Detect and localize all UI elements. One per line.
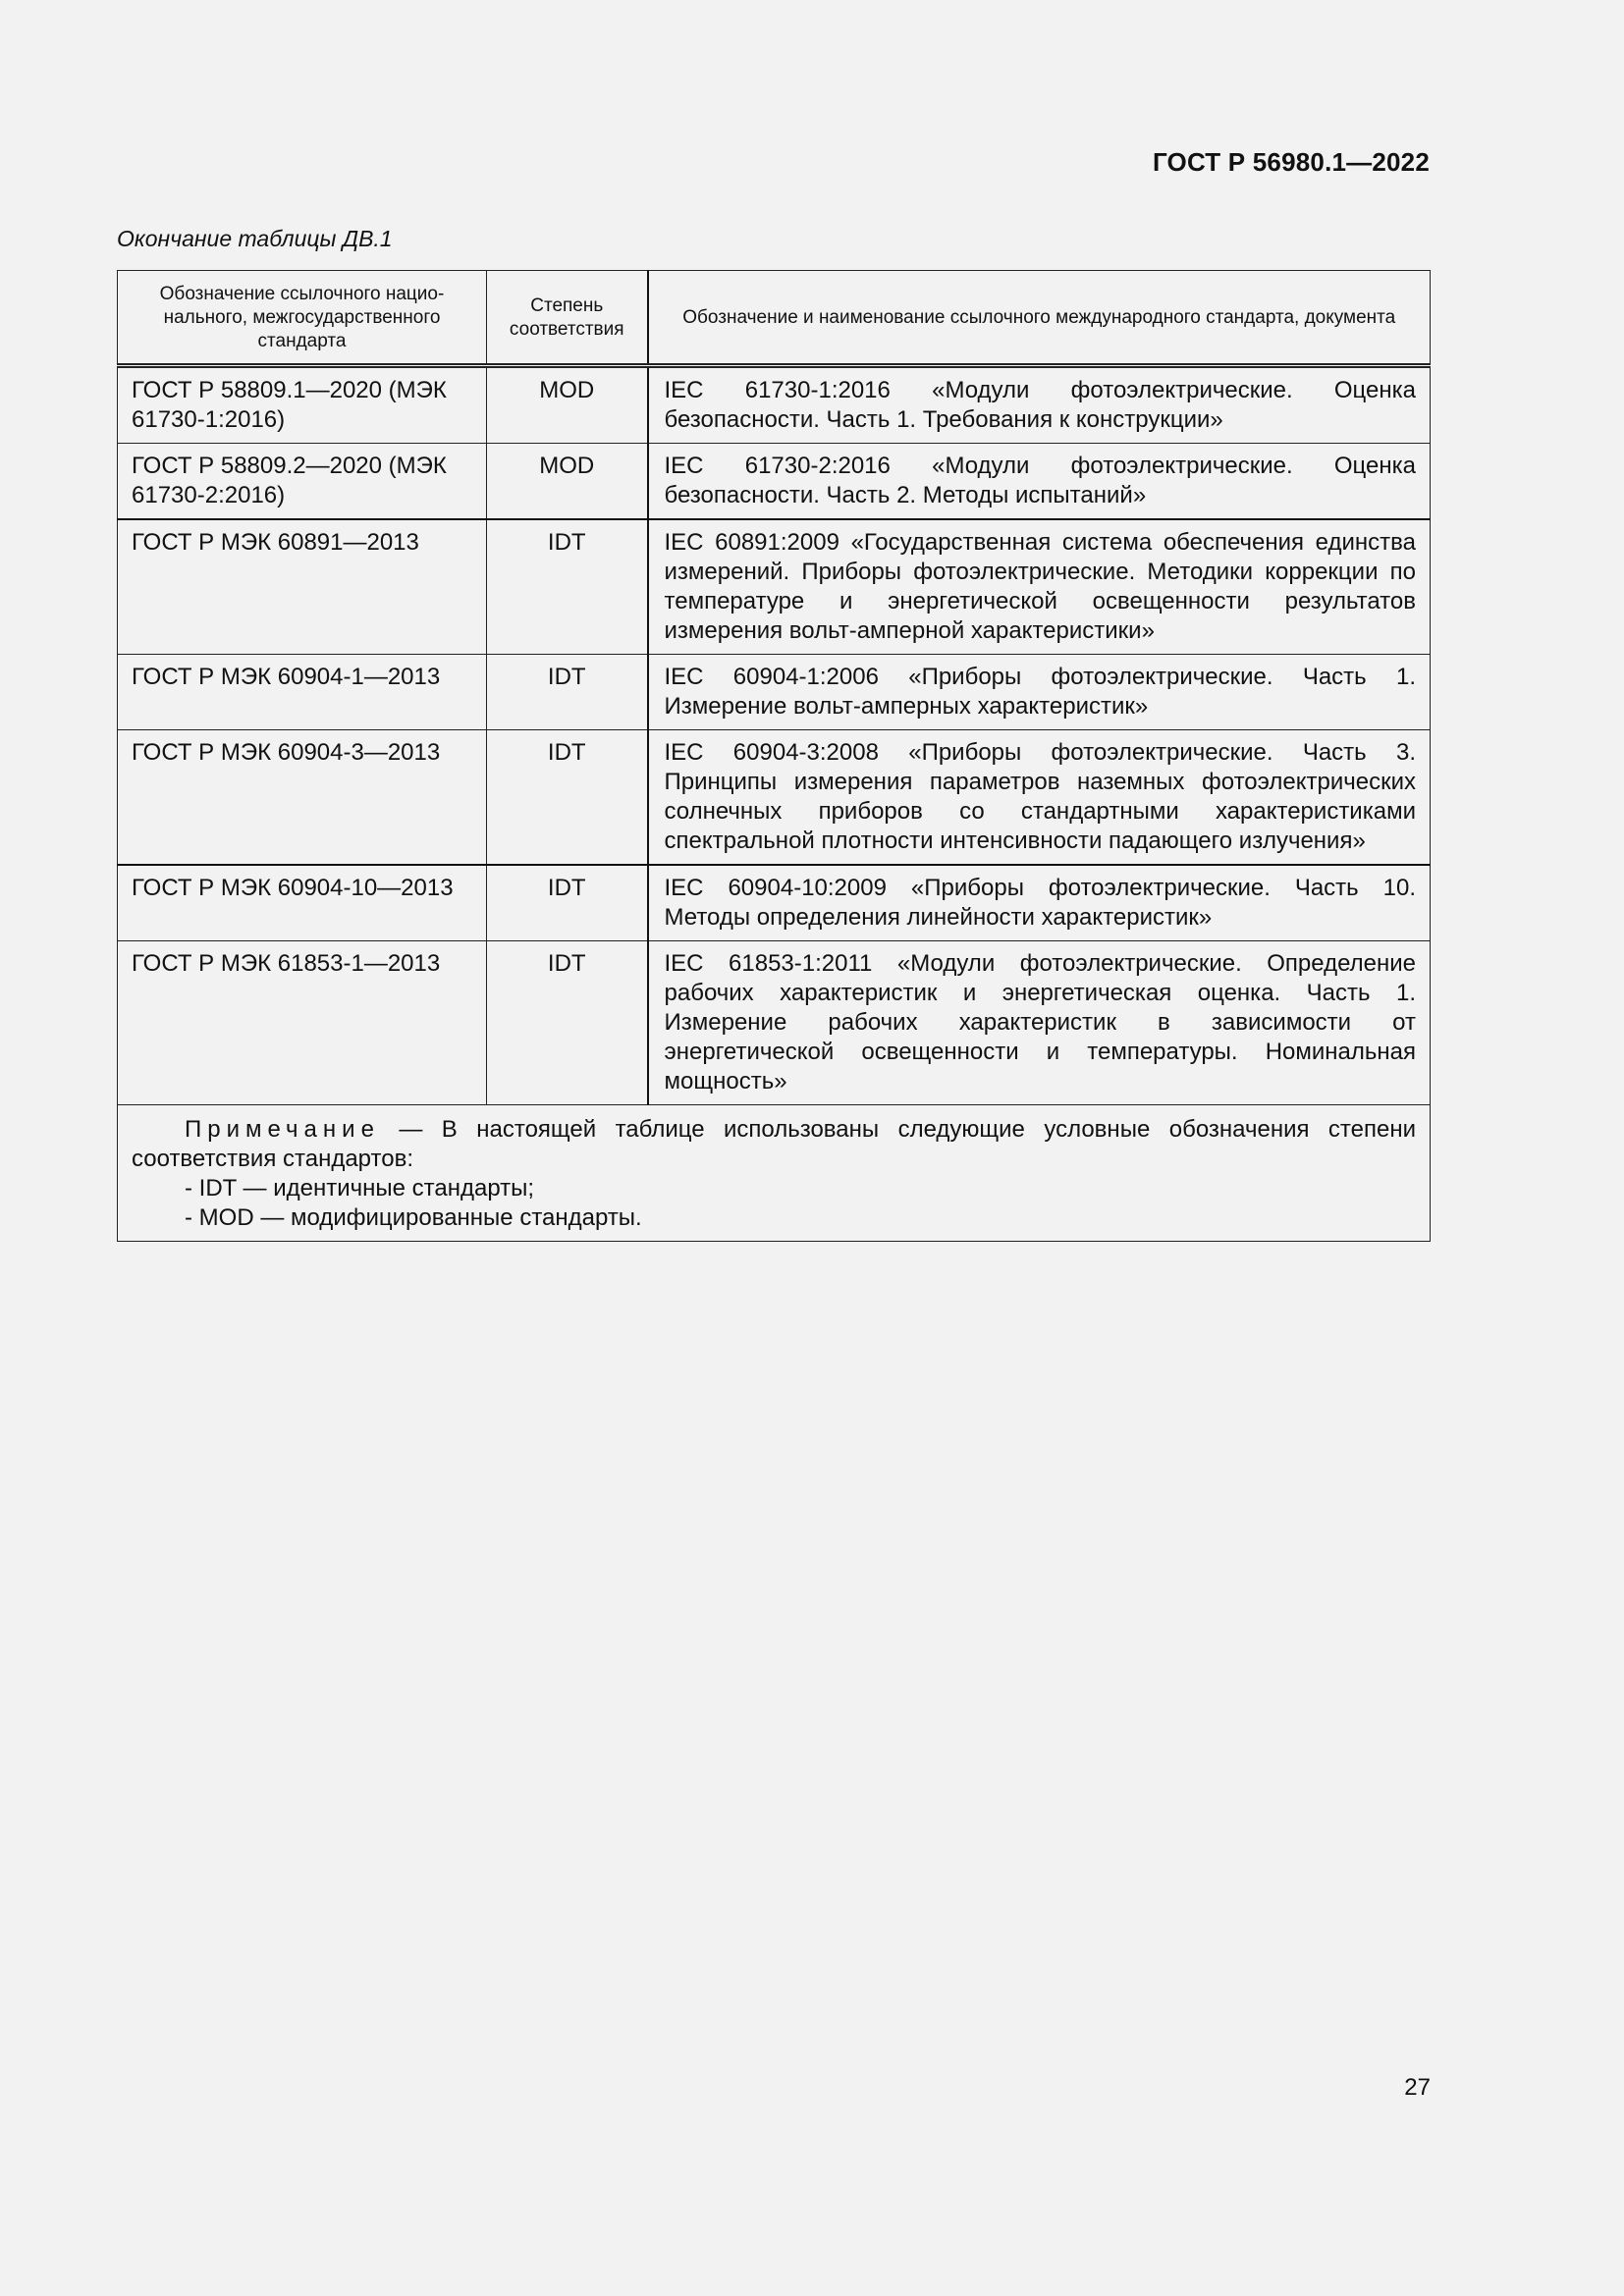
international-standard-cell: IEC 61730-2:2016 «Модули фотоэлектрические. Оценка безопасности. Часть 2. Методы испытаний» — [648, 444, 1431, 520]
national-standard-cell: ГОСТ Р МЭК 61853-1—2013 — [118, 941, 487, 1105]
table-caption: Окончание таблицы ДВ.1 — [117, 226, 393, 251]
international-standard-cell: IEC 61730-1:2016 «Модули фотоэлектрические. Оценка безопасности. Часть 1. Требования к конструкции» — [648, 366, 1431, 444]
international-standard-cell: IEC 60904-10:2009 «Приборы фотоэлектрические. Часть 10. Методы определения линейности характеристик» — [648, 865, 1431, 941]
international-standard-cell: IEC 60891:2009 «Государственная система обеспечения единства измерений. Приборы фотоэлектрические. Методики коррекции по температуре и энергетической освещенности результатов измерения вольт-амперной характеристики» — [648, 519, 1431, 655]
national-standard-cell: ГОСТ Р 58809.2—2020 (МЭК 61730-2:2016) — [118, 444, 487, 520]
table-row — [118, 444, 1431, 520]
degree-cell: IDT — [487, 655, 648, 730]
header-international-standard: Обозначение и наименование ссылочного международного стандарта, документа — [648, 271, 1431, 366]
international-standard-cell: IEC 60904-3:2008 «Приборы фотоэлектрические. Часть 3. Принципы измерения параметров наземных фотоэлектрических солнечных приборов со стандартными характеристиками спектральной плотности интенсивности падающего излучения» — [648, 730, 1431, 866]
table-note — [118, 1105, 1431, 1242]
table-row — [118, 941, 1431, 1105]
degree-cell: IDT — [487, 941, 648, 1105]
note-label: Примечание — [185, 1116, 380, 1143]
national-standard-cell: ГОСТ Р 58809.1—2020 (МЭК 61730-1:2016) — [118, 366, 487, 444]
note-item: - MOD — модифицированные стандарты. — [185, 1204, 642, 1231]
degree-cell: IDT — [487, 730, 648, 866]
table-header-row — [118, 271, 1431, 366]
table-row — [118, 655, 1431, 730]
international-standard-cell: IEC 61853-1:2011 «Модули фотоэлектрические. Определение рабочих характеристик и энергетическая оценка. Часть 1. Измерение рабочих характеристик в зависимости от энергетической освещенности и температуры. Номинальная мощность» — [648, 941, 1431, 1105]
header-national-standard: Обозначение ссылочного нацио-нального, межгосударственного стандарта — [118, 271, 487, 366]
national-standard-cell: ГОСТ Р МЭК 60904-10—2013 — [118, 865, 487, 941]
note-text: — В настоящей таблице использованы следующие условные обозначения степени соответствия стандартов: — [132, 1116, 1416, 1172]
standards-table — [117, 270, 1431, 1242]
table-note-row — [118, 1105, 1431, 1242]
national-standard-cell: ГОСТ Р МЭК 60891—2013 — [118, 519, 487, 655]
degree-cell: IDT — [487, 519, 648, 655]
degree-cell: MOD — [487, 366, 648, 444]
table-row — [118, 865, 1431, 941]
table-row — [118, 730, 1431, 866]
national-standard-cell: ГОСТ Р МЭК 60904-3—2013 — [118, 730, 487, 866]
degree-cell: IDT — [487, 865, 648, 941]
note-paragraph — [132, 1115, 1416, 1174]
table-row — [118, 366, 1431, 444]
document-code: ГОСТ Р 56980.1—2022 — [1152, 147, 1430, 177]
header-degree: Степень соответствия — [487, 271, 648, 366]
table-row — [118, 519, 1431, 655]
page-number: 27 — [1404, 2074, 1431, 2101]
degree-cell: MOD — [487, 444, 648, 520]
note-item: - IDT — идентичные стандарты; — [185, 1175, 535, 1201]
international-standard-cell: IEC 60904-1:2006 «Приборы фотоэлектрические. Часть 1. Измерение вольт-амперных характеристик» — [648, 655, 1431, 730]
national-standard-cell: ГОСТ Р МЭК 60904-1—2013 — [118, 655, 487, 730]
